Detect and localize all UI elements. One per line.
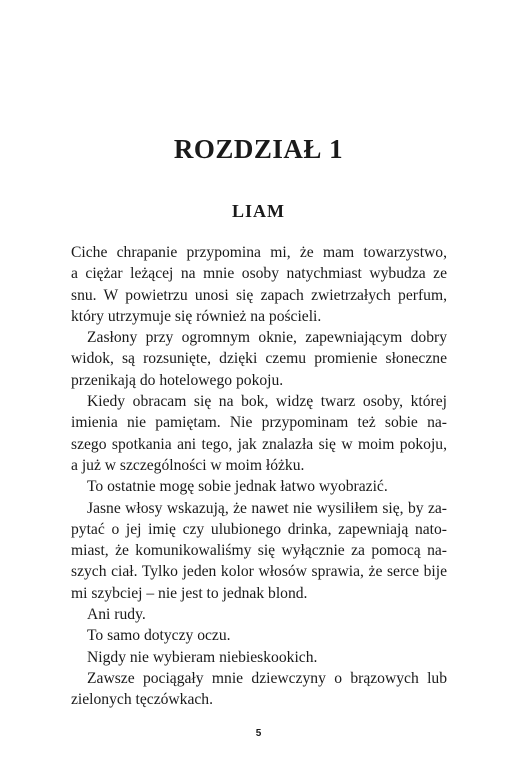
text-line: snu. W powietrzu unosi się zapach zwietrzałych perfum, [71, 286, 447, 304]
text-line: Kiedy obracam się na bok, widzę twarz osoby, której [87, 393, 447, 411]
text-line: mi szybciej – nie jest to jednak blond. [71, 584, 308, 602]
section-title: LIAM [232, 201, 285, 221]
page-number: 5 [255, 728, 262, 739]
paragraph [71, 604, 447, 625]
text-line: widok, są rozsunięte, dzięki czemu promienie słoneczne [71, 350, 447, 368]
paragraph [71, 498, 447, 604]
paragraph [71, 476, 447, 497]
paragraph [71, 668, 447, 711]
text-line: imienia nie pamiętam. Nie przypominam też sobie na- [71, 414, 447, 432]
text-line: przenikają do hotelowego pokoju. [71, 371, 284, 389]
body-text [71, 242, 447, 711]
text-line: zielonych tęczówkach. [71, 691, 214, 709]
text-line: a ciężar leżącej na mnie osoby natychmiast wybudza ze [71, 265, 447, 283]
chapter-title: ROZDZIAŁ 1 [173, 134, 344, 164]
paragraph [71, 242, 447, 327]
text-line: szych ciał. Tylko jeden kolor włosów sprawia, że serce bije [71, 563, 447, 581]
text-line: pytać o jej imię czy ulubionego drinka, zapewniają nato- [71, 520, 447, 538]
text-line: Ciche chrapanie przypomina mi, że mam towarzystwo, [71, 244, 447, 261]
text-line: miast, że komunikowaliśmy się wyłącznie za pomocą na- [71, 542, 447, 560]
paragraph [71, 647, 447, 668]
text-line: Jasne włosy wskazują, że nawet nie wysiliłem się, by za- [87, 499, 447, 517]
text-line: a już w szczególności w moim łóżku. [71, 456, 305, 474]
paragraph [71, 625, 447, 646]
text-line: Zawsze pociągały mnie dziewczyny o brązowych lub [87, 669, 447, 687]
text-line: To ostatnie mogę sobie jednak łatwo wyobrazić. [87, 478, 388, 496]
paragraph [71, 327, 447, 391]
text-line: Nigdy nie wybieram niebieskookich. [87, 648, 318, 666]
text-line: Ani rudy. [87, 606, 146, 624]
text-line: Zasłony przy ogromnym oknie, zapewniającym dobry [87, 329, 447, 347]
text-line: To samo dotyczy oczu. [87, 627, 231, 645]
text-line: szego spotkania ani tego, jak znalazła się w moim pokoju, [71, 435, 447, 453]
paragraph [71, 391, 447, 476]
text-line: który utrzymuje się również na pościeli. [71, 307, 322, 325]
